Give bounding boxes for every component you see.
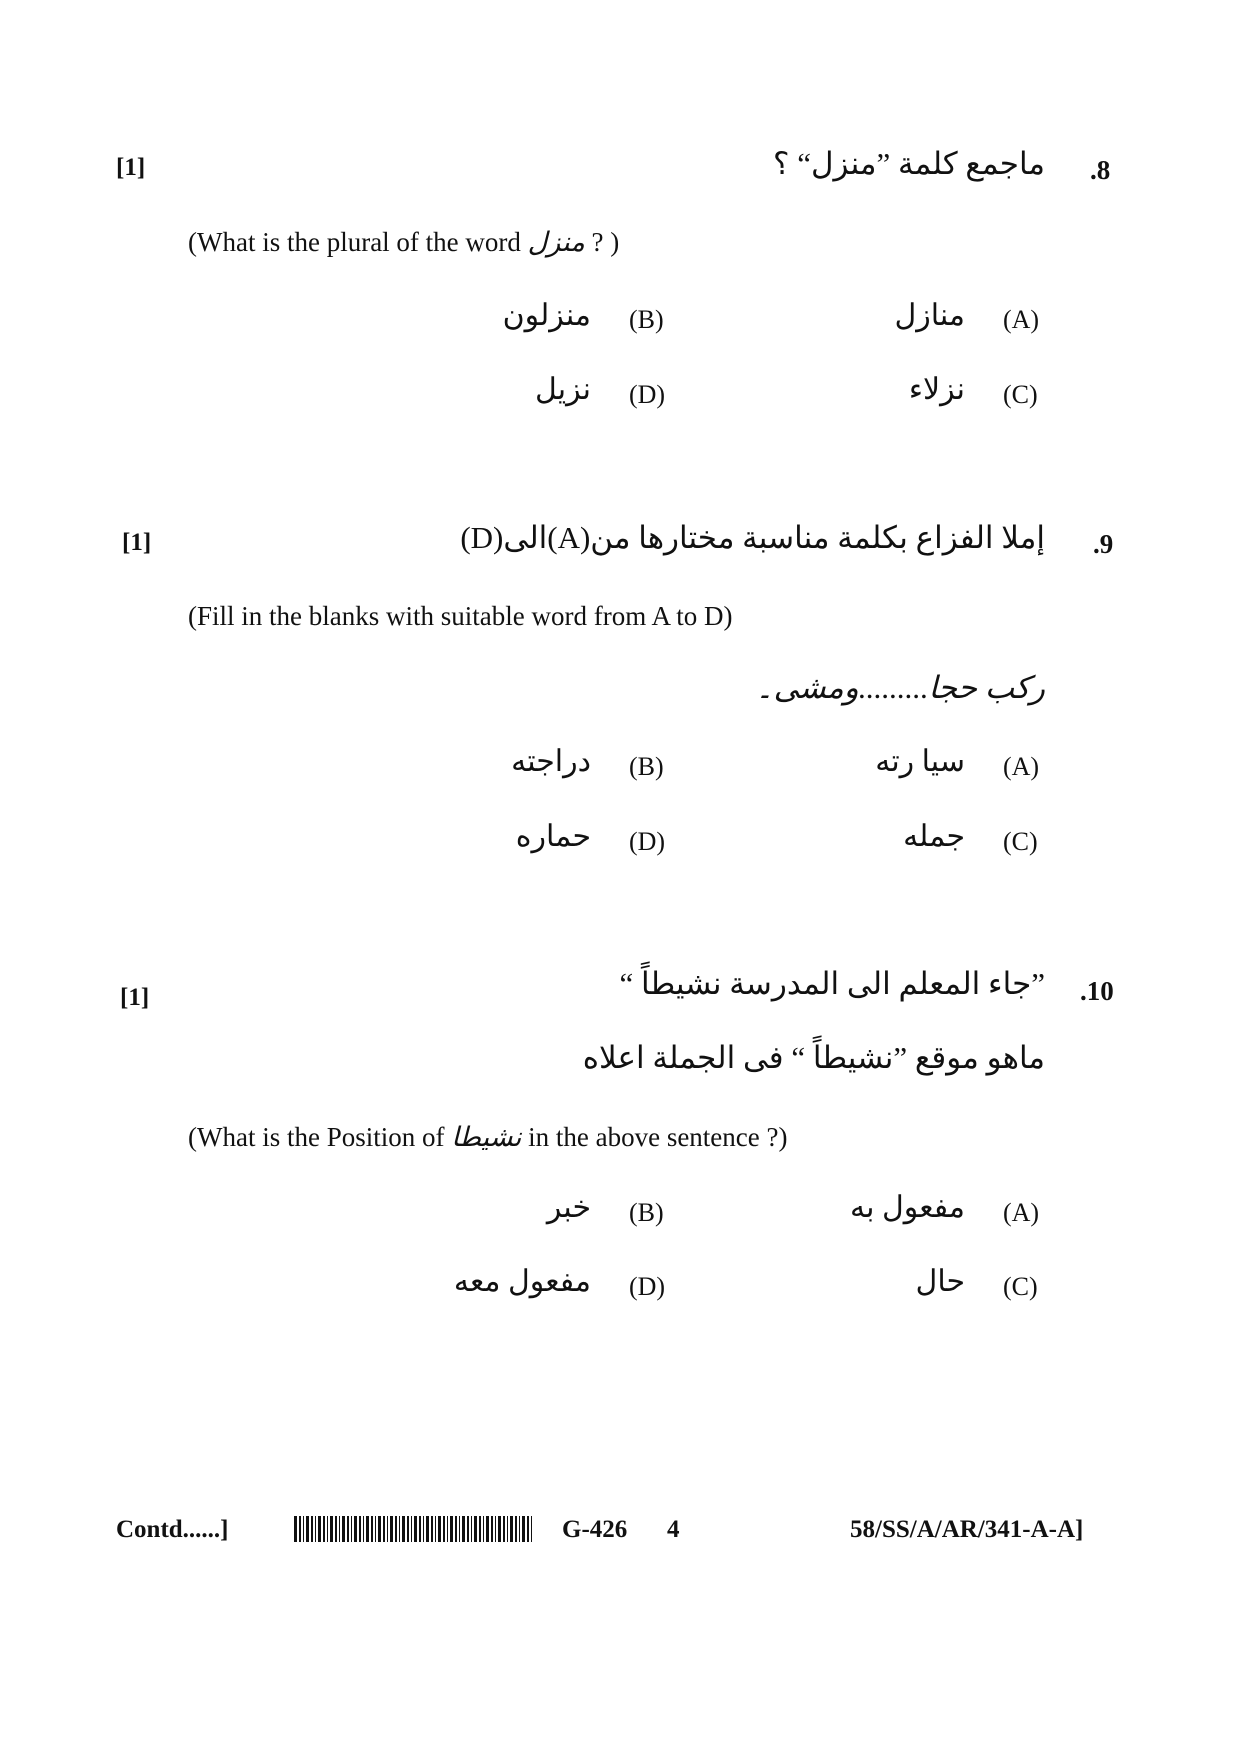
q9-option-d-label: (D) [629,827,666,856]
q9-option-a-label: (A) [1003,752,1040,781]
q8-english-after: ? ) [584,227,620,257]
footer-paper-code: 58/SS/A/AR/341-A-A] [850,1516,1084,1543]
q8-option-c-text: نزلاء [908,373,965,406]
q9-arabic-question: إملا الفزاع بكلمة مناسبة مختارها من(A)الى(D) [460,520,1045,555]
q10-option-a-label: (A) [1003,1198,1040,1227]
q8-english-question [188,227,619,258]
q10-option-c-label: (C) [1003,1272,1038,1301]
q10-english-word: نشيطا [451,1122,522,1152]
q8-option-d-text: نزيل [535,373,591,406]
q8-arabic-question: ماجمع كلمة ”منزل“ ؟ [772,146,1045,181]
q9-option-b-text: دراجته [511,745,591,778]
q10-arabic-question: ”جاء المعلم الى المدرسة نشيطاً “ [619,966,1045,1001]
q10-arabic-question-line2: ماهو موقع ”نشيطاً “ فى الجملة اعلاه [582,1040,1045,1075]
barcode [294,1516,534,1542]
footer-page-number: 4 [667,1516,680,1543]
q10-number: .10 [1080,976,1114,1006]
q10-option-a-text: مفعول به [850,1191,965,1224]
q8-option-d-label: (D) [629,380,666,409]
q10-english-after: in the above sentence ?) [521,1122,788,1152]
q10-option-b-text: خبر [546,1191,591,1224]
q8-option-b-text: منزلون [502,299,591,332]
q10-option-b-label: (B) [629,1198,664,1227]
q9-option-d-text: حماره [515,820,591,853]
q8-option-a-label: (A) [1003,305,1040,334]
q8-option-b-label: (B) [629,305,664,334]
q8-english-word: منزل [527,227,585,257]
q9-option-c-text: جمله [903,820,965,853]
q10-option-d-text: مفعول معه [453,1265,591,1298]
q8-option-a-text: منازل [894,299,965,332]
q9-option-a-text: سيا رته [875,745,965,778]
q8-marks: [1] [116,154,146,181]
q9-option-b-label: (B) [629,752,664,781]
q9-english-question: (Fill in the blanks with suitable word from A to D) [188,601,733,631]
q8-option-c-label: (C) [1003,380,1038,409]
q9-marks: [1] [122,529,152,556]
q10-option-d-label: (D) [629,1272,666,1301]
footer-contd: Contd......] [116,1516,229,1543]
q10-marks: [1] [120,984,150,1011]
q10-english-question [188,1122,787,1153]
q9-number: .9 [1093,529,1114,559]
q10-option-c-text: حال [915,1265,965,1298]
q10-english-before: (What is the Position of [188,1122,452,1152]
q8-english-before: (What is the plural of the word [188,227,528,257]
q9-blank-sentence: ركب حجا.........ومشى۔ [755,670,1045,705]
footer-code: G-426 [562,1516,628,1543]
q9-option-c-label: (C) [1003,827,1038,856]
q8-number: .8 [1090,155,1111,185]
